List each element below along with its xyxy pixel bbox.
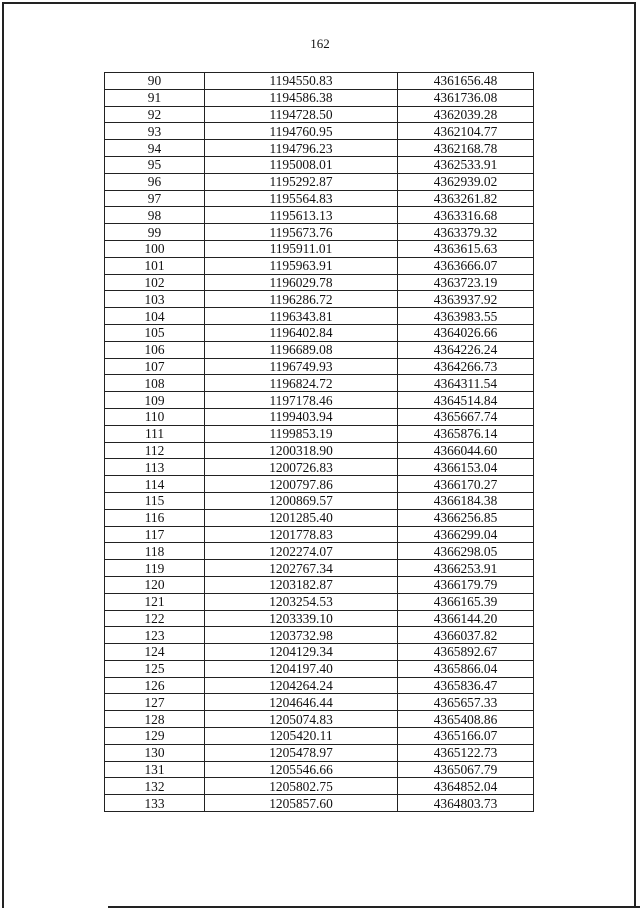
y-coordinate-cell: 4362939.02: [398, 173, 534, 190]
y-coordinate-cell: 4363316.68: [398, 207, 534, 224]
table-row: [105, 526, 534, 543]
point-number-cell: 102: [105, 274, 205, 291]
point-number-cell: 90: [105, 73, 205, 90]
x-coordinate-cell: 1199853.19: [205, 425, 398, 442]
table-row: [105, 341, 534, 358]
y-coordinate-cell: 4366153.04: [398, 459, 534, 476]
x-coordinate-cell: 1202274.07: [205, 543, 398, 560]
x-coordinate-cell: 1204197.40: [205, 660, 398, 677]
x-coordinate-cell: 1205802.75: [205, 778, 398, 795]
x-coordinate-cell: 1201778.83: [205, 526, 398, 543]
y-coordinate-cell: 4366170.27: [398, 476, 534, 493]
point-number-cell: 115: [105, 492, 205, 509]
y-coordinate-cell: 4366037.82: [398, 627, 534, 644]
x-coordinate-cell: 1200318.90: [205, 442, 398, 459]
x-coordinate-cell: 1203254.53: [205, 593, 398, 610]
point-number-cell: 110: [105, 408, 205, 425]
x-coordinate-cell: 1194586.38: [205, 89, 398, 106]
point-number-cell: 99: [105, 224, 205, 241]
point-number-cell: 108: [105, 375, 205, 392]
point-number-cell: 123: [105, 627, 205, 644]
y-coordinate-cell: 4362104.77: [398, 123, 534, 140]
x-coordinate-cell: 1200797.86: [205, 476, 398, 493]
y-coordinate-cell: 4364514.84: [398, 392, 534, 409]
y-coordinate-cell: 4365667.74: [398, 408, 534, 425]
x-coordinate-cell: 1196689.08: [205, 341, 398, 358]
x-coordinate-cell: 1195292.87: [205, 173, 398, 190]
point-number-cell: 104: [105, 308, 205, 325]
table-row: [105, 509, 534, 526]
point-number-cell: 132: [105, 778, 205, 795]
x-coordinate-cell: 1201285.40: [205, 509, 398, 526]
y-coordinate-cell: 4366179.79: [398, 576, 534, 593]
table-row: [105, 173, 534, 190]
y-coordinate-cell: 4364226.24: [398, 341, 534, 358]
y-coordinate-cell: 4365876.14: [398, 425, 534, 442]
coordinates-table-body: [105, 73, 534, 812]
y-coordinate-cell: 4366165.39: [398, 593, 534, 610]
point-number-cell: 125: [105, 660, 205, 677]
table-row: [105, 240, 534, 257]
x-coordinate-cell: 1204264.24: [205, 677, 398, 694]
table-row: [105, 442, 534, 459]
table-row: [105, 89, 534, 106]
table-row: [105, 492, 534, 509]
point-number-cell: 116: [105, 509, 205, 526]
point-number-cell: 126: [105, 677, 205, 694]
x-coordinate-cell: 1196402.84: [205, 324, 398, 341]
x-coordinate-cell: 1204129.34: [205, 644, 398, 661]
table-row: [105, 778, 534, 795]
table-row: [105, 728, 534, 745]
table-row: [105, 560, 534, 577]
y-coordinate-cell: 4365657.33: [398, 694, 534, 711]
y-coordinate-cell: 4365836.47: [398, 677, 534, 694]
table-row: [105, 644, 534, 661]
table-row: [105, 392, 534, 409]
point-number-cell: 113: [105, 459, 205, 476]
point-number-cell: 94: [105, 140, 205, 157]
table-row: [105, 274, 534, 291]
point-number-cell: 118: [105, 543, 205, 560]
point-number-cell: 107: [105, 358, 205, 375]
y-coordinate-cell: 4364311.54: [398, 375, 534, 392]
x-coordinate-cell: 1195564.83: [205, 190, 398, 207]
x-coordinate-cell: 1196343.81: [205, 308, 398, 325]
x-coordinate-cell: 1205546.66: [205, 761, 398, 778]
table-row: [105, 543, 534, 560]
y-coordinate-cell: 4365892.67: [398, 644, 534, 661]
point-number-cell: 133: [105, 795, 205, 812]
point-number-cell: 112: [105, 442, 205, 459]
table-row: [105, 459, 534, 476]
y-coordinate-cell: 4361736.08: [398, 89, 534, 106]
point-number-cell: 109: [105, 392, 205, 409]
x-coordinate-cell: 1194728.50: [205, 106, 398, 123]
y-coordinate-cell: 4365408.86: [398, 711, 534, 728]
y-coordinate-cell: 4363666.07: [398, 257, 534, 274]
x-coordinate-cell: 1195008.01: [205, 156, 398, 173]
x-coordinate-cell: 1195673.76: [205, 224, 398, 241]
point-number-cell: 120: [105, 576, 205, 593]
x-coordinate-cell: 1203182.87: [205, 576, 398, 593]
point-number-cell: 95: [105, 156, 205, 173]
y-coordinate-cell: 4364852.04: [398, 778, 534, 795]
y-coordinate-cell: 4366298.05: [398, 543, 534, 560]
bottom-rule: [108, 906, 640, 908]
point-number-cell: 122: [105, 610, 205, 627]
table-row: [105, 73, 534, 90]
y-coordinate-cell: 4362039.28: [398, 106, 534, 123]
table-row: [105, 610, 534, 627]
point-number-cell: 119: [105, 560, 205, 577]
x-coordinate-cell: 1194760.95: [205, 123, 398, 140]
y-coordinate-cell: 4363261.82: [398, 190, 534, 207]
point-number-cell: 98: [105, 207, 205, 224]
x-coordinate-cell: 1195911.01: [205, 240, 398, 257]
table-row: [105, 694, 534, 711]
x-coordinate-cell: 1194796.23: [205, 140, 398, 157]
table-row: [105, 257, 534, 274]
table-row: [105, 308, 534, 325]
coordinates-table: [104, 72, 534, 812]
table-row: [105, 627, 534, 644]
y-coordinate-cell: 4366184.38: [398, 492, 534, 509]
table-row: [105, 140, 534, 157]
point-number-cell: 130: [105, 744, 205, 761]
x-coordinate-cell: 1196749.93: [205, 358, 398, 375]
y-coordinate-cell: 4366144.20: [398, 610, 534, 627]
x-coordinate-cell: 1196029.78: [205, 274, 398, 291]
y-coordinate-cell: 4361656.48: [398, 73, 534, 90]
x-coordinate-cell: 1195963.91: [205, 257, 398, 274]
x-coordinate-cell: 1199403.94: [205, 408, 398, 425]
y-coordinate-cell: 4364266.73: [398, 358, 534, 375]
y-coordinate-cell: 4365866.04: [398, 660, 534, 677]
point-number-cell: 93: [105, 123, 205, 140]
x-coordinate-cell: 1205857.60: [205, 795, 398, 812]
y-coordinate-cell: 4363937.92: [398, 291, 534, 308]
point-number-cell: 114: [105, 476, 205, 493]
point-number-cell: 101: [105, 257, 205, 274]
table-row: [105, 677, 534, 694]
point-number-cell: 117: [105, 526, 205, 543]
y-coordinate-cell: 4362533.91: [398, 156, 534, 173]
y-coordinate-cell: 4363723.19: [398, 274, 534, 291]
table-row: [105, 476, 534, 493]
table-row: [105, 408, 534, 425]
y-coordinate-cell: 4363379.32: [398, 224, 534, 241]
y-coordinate-cell: 4366256.85: [398, 509, 534, 526]
table-row: [105, 425, 534, 442]
x-coordinate-cell: 1195613.13: [205, 207, 398, 224]
y-coordinate-cell: 4362168.78: [398, 140, 534, 157]
table-row: [105, 190, 534, 207]
x-coordinate-cell: 1204646.44: [205, 694, 398, 711]
table-row: [105, 358, 534, 375]
point-number-cell: 105: [105, 324, 205, 341]
x-coordinate-cell: 1197178.46: [205, 392, 398, 409]
point-number-cell: 100: [105, 240, 205, 257]
x-coordinate-cell: 1205420.11: [205, 728, 398, 745]
point-number-cell: 131: [105, 761, 205, 778]
table-row: [105, 224, 534, 241]
x-coordinate-cell: 1203339.10: [205, 610, 398, 627]
x-coordinate-cell: 1196824.72: [205, 375, 398, 392]
point-number-cell: 106: [105, 341, 205, 358]
table-row: [105, 291, 534, 308]
x-coordinate-cell: 1194550.83: [205, 73, 398, 90]
y-coordinate-cell: 4364803.73: [398, 795, 534, 812]
y-coordinate-cell: 4366044.60: [398, 442, 534, 459]
y-coordinate-cell: 4363615.63: [398, 240, 534, 257]
x-coordinate-cell: 1200869.57: [205, 492, 398, 509]
x-coordinate-cell: 1203732.98: [205, 627, 398, 644]
point-number-cell: 121: [105, 593, 205, 610]
point-number-cell: 91: [105, 89, 205, 106]
page-number: 162: [310, 36, 330, 51]
y-coordinate-cell: 4365166.07: [398, 728, 534, 745]
point-number-cell: 92: [105, 106, 205, 123]
y-coordinate-cell: 4364026.66: [398, 324, 534, 341]
table-row: [105, 156, 534, 173]
table-row: [105, 576, 534, 593]
table-row: [105, 711, 534, 728]
table-row: [105, 324, 534, 341]
x-coordinate-cell: 1196286.72: [205, 291, 398, 308]
y-coordinate-cell: 4365122.73: [398, 744, 534, 761]
x-coordinate-cell: 1202767.34: [205, 560, 398, 577]
point-number-cell: 127: [105, 694, 205, 711]
table-row: [105, 106, 534, 123]
point-number-cell: 124: [105, 644, 205, 661]
table-row: [105, 375, 534, 392]
table-row: [105, 123, 534, 140]
table-row: [105, 207, 534, 224]
y-coordinate-cell: 4363983.55: [398, 308, 534, 325]
table-row: [105, 761, 534, 778]
table-row: [105, 660, 534, 677]
point-number-cell: 97: [105, 190, 205, 207]
table-row: [105, 795, 534, 812]
point-number-cell: 128: [105, 711, 205, 728]
y-coordinate-cell: 4366299.04: [398, 526, 534, 543]
y-coordinate-cell: 4365067.79: [398, 761, 534, 778]
x-coordinate-cell: 1200726.83: [205, 459, 398, 476]
point-number-cell: 103: [105, 291, 205, 308]
table-row: [105, 593, 534, 610]
x-coordinate-cell: 1205074.83: [205, 711, 398, 728]
table-row: [105, 744, 534, 761]
y-coordinate-cell: 4366253.91: [398, 560, 534, 577]
point-number-cell: 96: [105, 173, 205, 190]
point-number-cell: 111: [105, 425, 205, 442]
point-number-cell: 129: [105, 728, 205, 745]
x-coordinate-cell: 1205478.97: [205, 744, 398, 761]
